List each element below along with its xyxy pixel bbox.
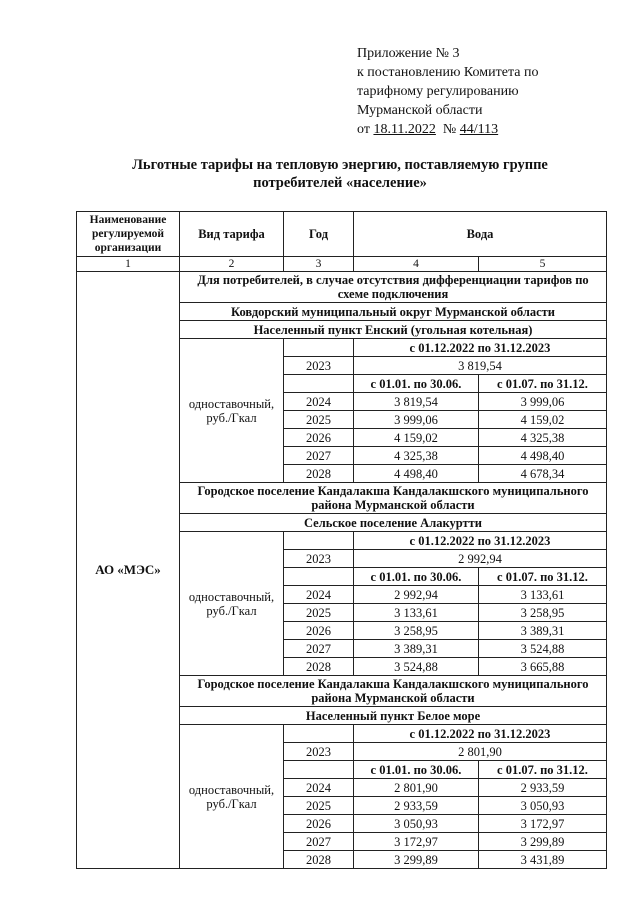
year-cell: 2028 <box>284 658 354 676</box>
resolution-date: 18.11.2022 <box>373 122 436 137</box>
tariff-value-h2: 3 665,88 <box>479 658 607 676</box>
tariff-value-h1: 3 389,31 <box>354 640 479 658</box>
column-number: 1 <box>77 257 180 272</box>
appendix-block <box>357 44 617 139</box>
year-cell-empty <box>284 761 354 779</box>
tariff-type: одноставочный, руб./Гкал <box>180 339 284 483</box>
district-name: Городское поселение Кандалакша Кандалакшского муниципального района Мурманской области <box>180 483 607 514</box>
tariff-value-h2: 3 431,89 <box>479 851 607 869</box>
tariff-value-h1: 2 933,59 <box>354 797 479 815</box>
year-cell: 2028 <box>284 851 354 869</box>
number-prefix: № <box>442 122 457 137</box>
district-name: Ковдорский муниципальный округ Мурманской области <box>180 303 607 321</box>
half-year-1: с 01.01. по 30.06. <box>354 568 479 586</box>
appendix-line-4: Мурманской области <box>357 103 483 118</box>
tariff-type: одноставочный, руб./Гкал <box>180 725 284 869</box>
tariff-value-h2: 3 299,89 <box>479 833 607 851</box>
tariff-value-h2: 2 933,59 <box>479 779 607 797</box>
value-2023: 2 801,90 <box>354 743 607 761</box>
year-cell: 2025 <box>284 604 354 622</box>
tariff-value-h1: 3 524,88 <box>354 658 479 676</box>
tariff-value-h2: 3 258,95 <box>479 604 607 622</box>
date-prefix: от <box>357 122 370 137</box>
tariff-value-h1: 3 133,61 <box>354 604 479 622</box>
locality-name: Населенный пункт Енский (угольная котельная) <box>180 321 607 339</box>
column-number: 4 <box>354 257 479 272</box>
appendix-line-2: к постановлению Комитета по <box>357 65 539 80</box>
year-cell: 2026 <box>284 429 354 447</box>
resolution-number: 44/113 <box>459 122 499 137</box>
tariff-type: одноставочный, руб./Гкал <box>180 532 284 676</box>
tariff-table <box>76 211 607 869</box>
header-org: Наименование регулируемой организации <box>77 212 180 257</box>
tariff-value-h1: 3 050,93 <box>354 815 479 833</box>
header-row <box>77 212 607 257</box>
column-number: 3 <box>284 257 354 272</box>
year-cell-empty <box>284 568 354 586</box>
tariff-value-h1: 3 819,54 <box>354 393 479 411</box>
appendix-title: Приложение № 3 <box>357 46 460 61</box>
tariff-value-h1: 4 498,40 <box>354 465 479 483</box>
tariff-value-h2: 4 325,38 <box>479 429 607 447</box>
header-water: Вода <box>354 212 607 257</box>
tariff-value-h1: 4 159,02 <box>354 429 479 447</box>
column-number: 2 <box>180 257 284 272</box>
tariff-value-h1: 2 801,90 <box>354 779 479 797</box>
year-cell: 2026 <box>284 815 354 833</box>
locality-name: Населенный пункт Белое море <box>180 707 607 725</box>
tariff-value-h1: 3 258,95 <box>354 622 479 640</box>
organization-name: АО «МЭС» <box>77 272 180 869</box>
district-name: Городское поселение Кандалакша Кандалакшского муниципального района Мурманской области <box>180 676 607 707</box>
tariff-value-h1: 4 325,38 <box>354 447 479 465</box>
value-2023: 3 819,54 <box>354 357 607 375</box>
year-cell: 2023 <box>284 550 354 568</box>
year-cell-empty <box>284 725 354 743</box>
tariff-value-h2: 4 159,02 <box>479 411 607 429</box>
year-cell-empty <box>284 532 354 550</box>
period-main: с 01.12.2022 по 31.12.2023 <box>354 532 607 550</box>
tariff-value-h2: 4 678,34 <box>479 465 607 483</box>
column-number: 5 <box>479 257 607 272</box>
year-cell-empty <box>284 339 354 357</box>
tariff-value-h2: 3 999,06 <box>479 393 607 411</box>
header-tariff-type: Вид тарифа <box>180 212 284 257</box>
half-year-2: с 01.07. по 31.12. <box>479 568 607 586</box>
header-year: Год <box>284 212 354 257</box>
tariff-value-h2: 3 172,97 <box>479 815 607 833</box>
tariff-value-h2: 3 524,88 <box>479 640 607 658</box>
title-line-1: Льготные тарифы на тепловую энергию, поставляемую группе <box>132 157 548 173</box>
tariff-value-h2: 4 498,40 <box>479 447 607 465</box>
year-cell: 2024 <box>284 586 354 604</box>
tariff-value-h1: 2 992,94 <box>354 586 479 604</box>
tariff-value-h2: 3 050,93 <box>479 797 607 815</box>
title-line-2: потребителей «население» <box>253 175 427 191</box>
appendix-line-3: тарифному регулированию <box>357 84 519 99</box>
tariff-table-body <box>77 212 607 869</box>
year-cell-empty <box>284 375 354 393</box>
tariff-value-h1: 3 299,89 <box>354 851 479 869</box>
tariff-value-h1: 3 999,06 <box>354 411 479 429</box>
tariff-value-h2: 3 133,61 <box>479 586 607 604</box>
half-year-2: с 01.07. по 31.12. <box>479 375 607 393</box>
half-year-1: с 01.01. по 30.06. <box>354 761 479 779</box>
year-cell: 2023 <box>284 743 354 761</box>
year-cell: 2024 <box>284 779 354 797</box>
consumers-note-row <box>77 272 607 303</box>
period-main: с 01.12.2022 по 31.12.2023 <box>354 725 607 743</box>
year-cell: 2027 <box>284 447 354 465</box>
value-2023: 2 992,94 <box>354 550 607 568</box>
locality-name: Сельское поселение Алакуртти <box>180 514 607 532</box>
year-cell: 2025 <box>284 797 354 815</box>
year-cell: 2025 <box>284 411 354 429</box>
year-cell: 2023 <box>284 357 354 375</box>
appendix-date-line <box>357 120 617 139</box>
tariff-value-h1: 3 172,97 <box>354 833 479 851</box>
year-cell: 2027 <box>284 640 354 658</box>
tariff-value-h2: 3 389,31 <box>479 622 607 640</box>
document-title <box>80 156 600 192</box>
column-numbers-row <box>77 257 607 272</box>
consumers-note: Для потребителей, в случае отсутствия дифференциации тарифов по схеме подключения <box>180 272 607 303</box>
year-cell: 2027 <box>284 833 354 851</box>
year-cell: 2028 <box>284 465 354 483</box>
half-year-2: с 01.07. по 31.12. <box>479 761 607 779</box>
half-year-1: с 01.01. по 30.06. <box>354 375 479 393</box>
year-cell: 2026 <box>284 622 354 640</box>
year-cell: 2024 <box>284 393 354 411</box>
period-main: с 01.12.2022 по 31.12.2023 <box>354 339 607 357</box>
